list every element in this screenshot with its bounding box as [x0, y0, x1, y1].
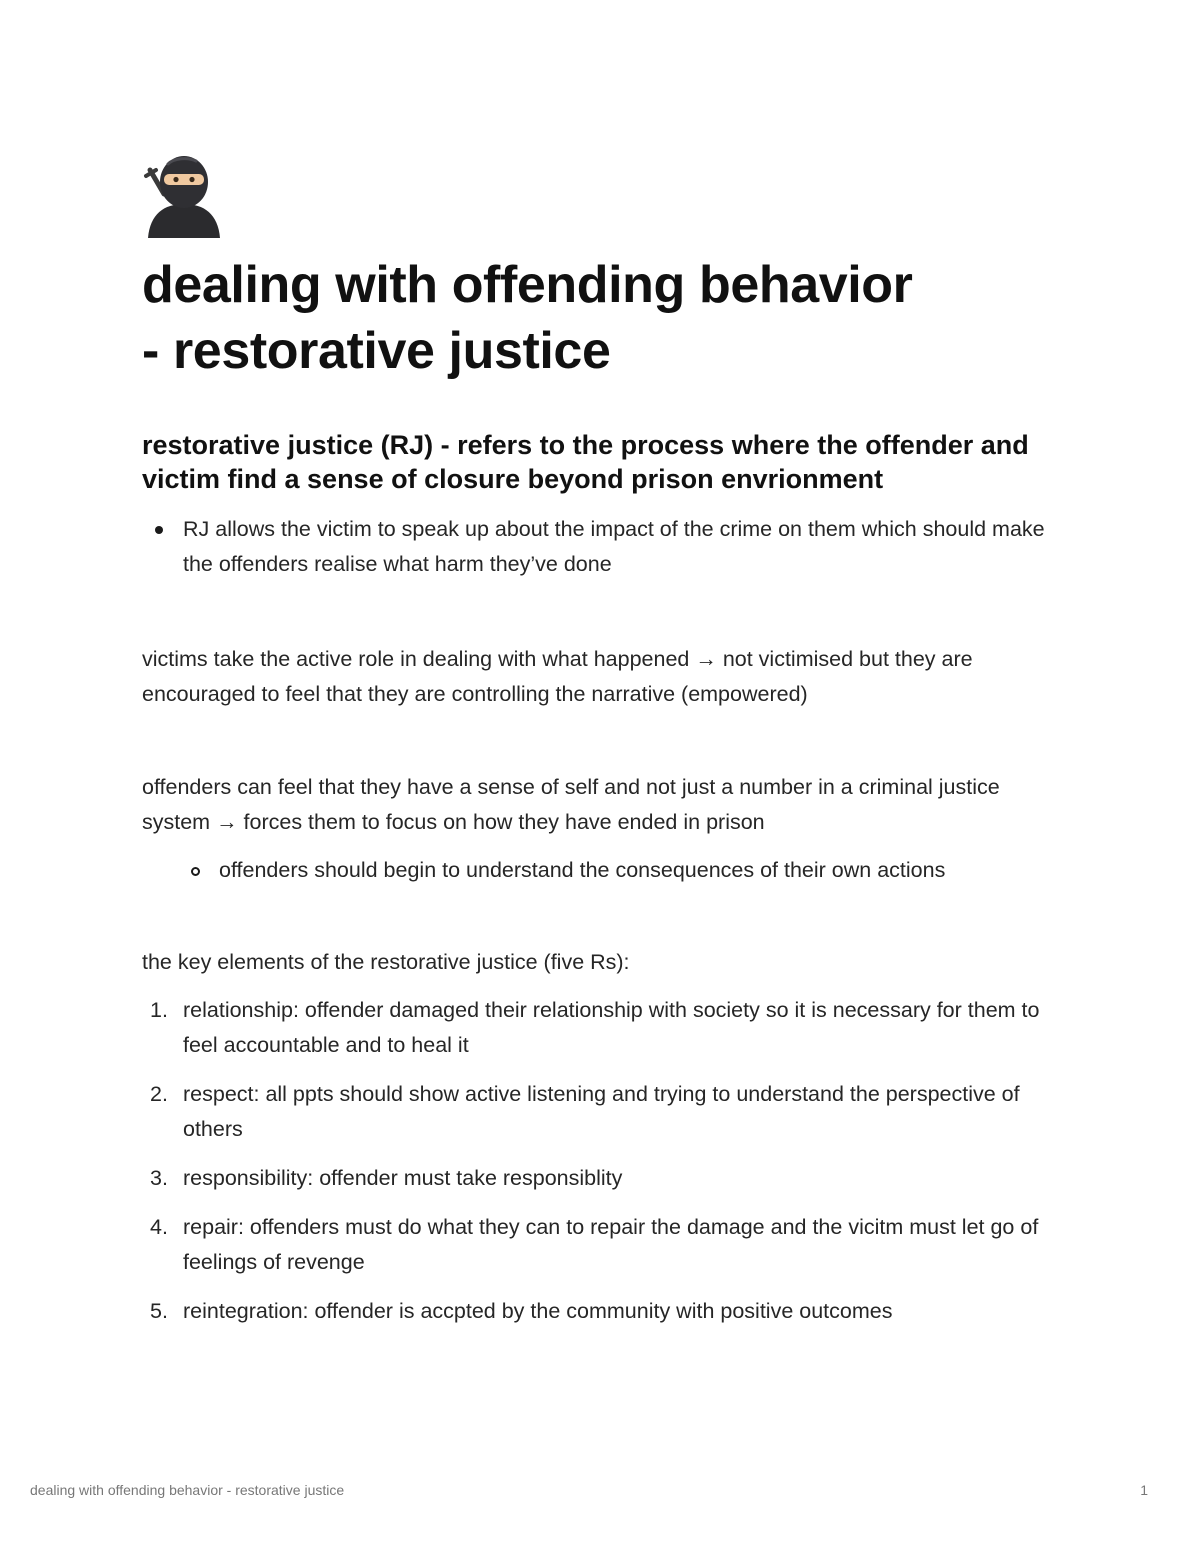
list-item-text: respect: all ppts should show active listening and trying to understand the perspective of others [183, 1082, 1020, 1141]
ninja-icon [142, 150, 226, 238]
paragraph-offenders: offenders can feel that they have a sense of self and not just a number in a criminal justice system → forces them to focus on how they have ended in prison [142, 775, 1000, 834]
key-elements-list [142, 993, 1062, 1329]
list-item [142, 1077, 1062, 1147]
list-item-text: RJ allows the victim to speak up about the impact of the crime on them which should make the offenders realise what harm they’ve done [183, 517, 1045, 576]
page-footer [30, 1480, 1148, 1500]
page-title [142, 252, 1062, 384]
list-item-number: 2. [150, 1082, 168, 1106]
list-item [142, 512, 1062, 582]
list-item-text: offenders should begin to understand the consequences of their own actions [219, 858, 946, 882]
key-elements-intro: the key elements of the restorative justice (five Rs): [142, 950, 630, 974]
paragraph-victims: victims take the active role in dealing with what happened → not victimised but they are encouraged to feel that they are controlling the narrative (empowered) [142, 647, 973, 706]
list-item [142, 1294, 1062, 1329]
list-item-number: 4. [150, 1215, 168, 1239]
page-content [142, 150, 1062, 1343]
bullet-dot-icon [155, 526, 163, 534]
page-title-line-2: - restorative justice [142, 322, 611, 380]
page-title-line-1: dealing with offending behavior [142, 256, 913, 314]
list-item [142, 853, 1062, 888]
page-number: 1 [1140, 1482, 1148, 1498]
list-item-number: 5. [150, 1299, 168, 1323]
list-item-text: repair: offenders must do what they can to repair the damage and the vicitm must let go of feelings of revenge [183, 1215, 1039, 1274]
list-item-number: 3. [150, 1166, 168, 1190]
list-item [142, 1161, 1062, 1196]
list-item-number: 1. [150, 998, 168, 1022]
list-item-text: responsibility: offender must take responsiblity [183, 1166, 623, 1190]
list-item [142, 993, 1062, 1063]
list-item-text: reintegration: offender is accpted by the community with positive outcomes [183, 1299, 893, 1323]
footer-title: dealing with offending behavior - restorative justice [30, 1482, 345, 1498]
sub-bullet-list [142, 853, 1062, 888]
section-heading: restorative justice (RJ) - refers to the process where the offender and victim find a sense of closure beyond prison envrionment [142, 430, 1029, 494]
list-item-text: relationship: offender damaged their relationship with society so it is necessary for them to feel accountable and to heal it [183, 998, 1040, 1057]
bullet-ring-icon [191, 867, 200, 876]
list-item [142, 1210, 1062, 1280]
bullet-list [142, 512, 1062, 582]
